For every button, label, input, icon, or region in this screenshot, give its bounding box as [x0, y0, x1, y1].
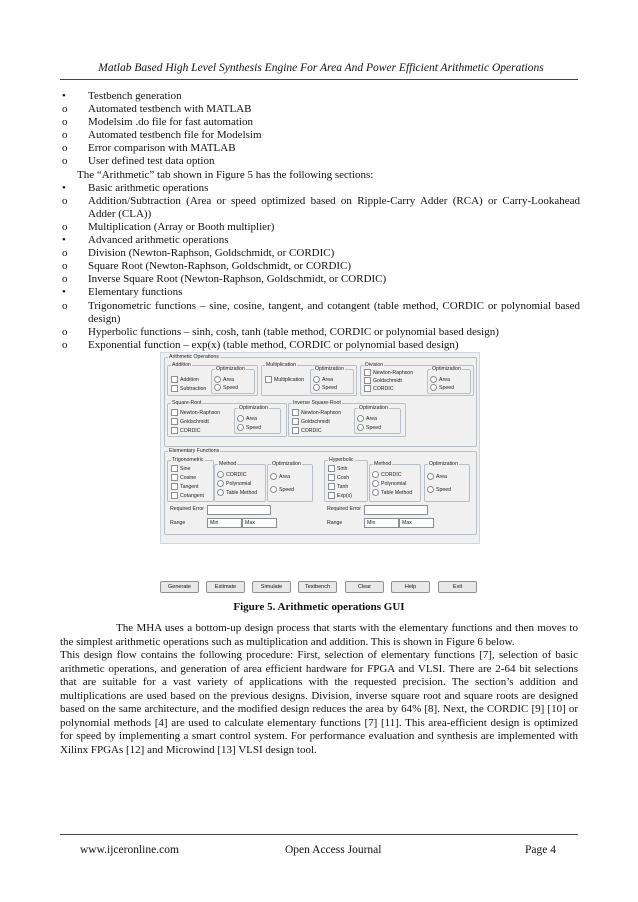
trig-optimization-group [267, 461, 313, 502]
hyp-optimization-group [424, 461, 470, 502]
checkbox-box[interactable] [171, 385, 178, 392]
list-item [60, 273, 580, 286]
checkbox-box[interactable] [171, 427, 178, 434]
trig-range-label: Range [170, 520, 186, 526]
generate-button[interactable]: Generate [160, 581, 199, 593]
list-item [60, 286, 580, 299]
sine-checkbox[interactable] [171, 465, 190, 473]
cordic-radio[interactable] [372, 471, 401, 479]
testbench-button[interactable]: Testbench [298, 581, 337, 593]
radio-circle[interactable] [313, 384, 320, 391]
tangent-checkbox[interactable] [171, 483, 198, 491]
estimate-button[interactable]: Estimate [206, 581, 245, 593]
speed-label: Speed [322, 384, 338, 391]
table-method-label: Table Method [226, 489, 258, 496]
hyp-required-error-label: Required Error [327, 506, 362, 512]
trig-required-error-label: Required Error [170, 506, 205, 512]
group-title: Elementary Functions [169, 448, 220, 454]
bullet-list [60, 90, 580, 352]
footer-journal: Open Access Journal [285, 844, 382, 856]
checkbox-box[interactable] [171, 474, 178, 481]
addition-group [167, 362, 258, 396]
hyp-method-group [369, 461, 421, 502]
area-label: Area [279, 473, 290, 480]
list-item-text: User defined test data option [88, 155, 215, 168]
radio-circle[interactable] [217, 480, 224, 487]
cotangent-checkbox[interactable] [171, 492, 204, 500]
goldschmidt-label: Goldschmidt [373, 377, 402, 384]
table-method-radio[interactable] [217, 489, 257, 497]
bullet-marker: o [62, 247, 68, 260]
speed-label: Speed [439, 384, 455, 391]
checkbox-box[interactable] [328, 483, 335, 490]
list-item [60, 260, 580, 273]
bullet-marker: o [62, 220, 68, 233]
group-title: Optimization [359, 405, 388, 411]
area-label: Area [223, 376, 234, 383]
speed-label: Speed [223, 384, 239, 391]
list-item-text: Square Root (Newton-Raphson, Goldschmidt, or CORDIC) [88, 260, 352, 273]
hyperbolic-group [324, 457, 368, 502]
speed-label: Speed [436, 486, 452, 493]
clear-button[interactable]: Clear [345, 581, 384, 593]
bullet-marker: o [62, 142, 68, 155]
list-item [60, 195, 580, 221]
group-title: Addition [172, 362, 191, 368]
paragraph: The MHA uses a bottom-up design process that starts with the elementary functions and then moves to the simplest arithmetic operations such as multiplication and addition. This is shown in Figure 6 below. [60, 622, 578, 648]
newton-raphson-checkbox[interactable] [292, 409, 341, 417]
area-radio[interactable] [313, 376, 333, 384]
radio-circle[interactable] [430, 384, 437, 391]
list-item [60, 116, 580, 129]
checkbox-box[interactable] [328, 465, 335, 472]
list-item-text: Trigonometric functions – sine, cosine, tangent, and cotangent (table method, CORDIC or polynomial based design) [88, 299, 580, 325]
radio-circle[interactable] [427, 473, 434, 480]
radio-circle[interactable] [313, 376, 320, 383]
list-item-text: Elementary functions [88, 286, 183, 299]
cordic-checkbox[interactable] [171, 427, 200, 435]
trig-required-error-input[interactable] [207, 505, 271, 515]
newton-raphson-label: Newton-Raphson [180, 409, 221, 416]
optimization-group [234, 405, 281, 434]
group-title: Square-Root [172, 400, 202, 406]
list-item [60, 90, 580, 103]
square-root-group [167, 400, 287, 437]
simulate-button[interactable]: Simulate [252, 581, 291, 593]
tanh-checkbox[interactable] [328, 483, 348, 491]
checkbox-box[interactable] [171, 465, 178, 472]
body-text [60, 622, 578, 757]
group-title: Optimization [272, 461, 301, 467]
radio-circle[interactable] [217, 471, 224, 478]
checkbox-box[interactable] [364, 385, 371, 392]
bullet-marker: o [62, 103, 68, 116]
multiplication-label: Multiplication [274, 376, 304, 383]
list-item-text: Testbench generation [88, 90, 182, 102]
bullet-marker: o [62, 155, 68, 168]
addition-checkbox[interactable] [171, 376, 199, 384]
list-item-text: Advanced arithmetic operations [88, 234, 229, 247]
newton-raphson-checkbox[interactable] [171, 409, 220, 417]
footer-website: www.ijceronline.com [80, 844, 179, 856]
trig-method-group [214, 461, 266, 502]
area-label: Area [366, 415, 377, 422]
header-rule [60, 79, 578, 80]
bullet-marker: • [62, 286, 66, 299]
list-item [60, 221, 580, 234]
radio-circle[interactable] [237, 415, 244, 422]
radio-circle[interactable] [372, 480, 379, 487]
optimization-group [310, 366, 354, 394]
bullet-marker: o [62, 273, 68, 286]
list-item [60, 234, 580, 247]
speed-radio[interactable] [427, 486, 451, 494]
intro-line [60, 169, 580, 182]
group-title: Method [219, 461, 237, 467]
list-item-text: Basic arithmetic operations [88, 181, 209, 194]
radio-circle[interactable] [427, 486, 434, 493]
trig-min-input[interactable] [207, 518, 242, 528]
cosine-checkbox[interactable] [171, 474, 196, 482]
speed-radio[interactable] [270, 486, 294, 494]
speed-label: Speed [246, 424, 262, 431]
sinh-checkbox[interactable] [328, 465, 347, 473]
group-title: Trigonometric [172, 457, 204, 463]
checkbox-box[interactable] [292, 418, 299, 425]
group-title: Arithmetic Operations [169, 354, 219, 360]
area-radio[interactable] [237, 415, 257, 423]
group-title: Hyperbolic [329, 457, 354, 463]
group-title: Method [374, 461, 392, 467]
area-label: Area [322, 376, 333, 383]
radio-circle[interactable] [372, 489, 379, 496]
list-item-text: Exponential function – exp(x) (table method, CORDIC or polynomial based design) [88, 338, 459, 351]
goldschmidt-label: Goldschmidt [180, 418, 209, 425]
area-radio[interactable] [270, 473, 290, 481]
group-title: Inverse Square-Root [293, 400, 341, 406]
cotangent-label: Cotangent [180, 492, 204, 499]
expx-checkbox[interactable] [328, 492, 352, 500]
cordic-label: CORDIC [180, 427, 201, 434]
tanh-label: Tanh [337, 483, 349, 490]
checkbox-box[interactable] [364, 377, 371, 384]
list-item-text: Inverse Square Root (Newton-Raphson, Goldschmidt, or CORDIC) [88, 273, 387, 286]
tangent-label: Tangent [180, 483, 199, 490]
radio-circle[interactable] [430, 376, 437, 383]
goldschmidt-checkbox[interactable] [171, 418, 209, 426]
radio-circle[interactable] [357, 424, 364, 431]
polynomial-label: Polynomial [381, 480, 407, 487]
speed-radio[interactable] [313, 384, 337, 392]
radio-circle[interactable] [214, 376, 221, 383]
bullet-marker: o [62, 129, 68, 142]
cordic-label: CORDIC [373, 385, 394, 392]
hyp-required-error-input[interactable] [364, 505, 428, 515]
running-header: Matlab Based High Level Synthesis Engine For Area And Power Efficient Arithmetic Operations [98, 62, 544, 74]
exit-button[interactable]: Exit [438, 581, 477, 593]
goldschmidt-label: Goldschmidt [301, 418, 330, 425]
radio-circle[interactable] [214, 384, 221, 391]
list-item-text: The “Arithmetic” tab shown in Figure 5 has the following sections: [77, 168, 374, 181]
group-title: Optimization [315, 366, 344, 372]
group-title: Optimization [216, 366, 245, 372]
max-text: Max [402, 520, 412, 526]
hyp-max-input[interactable] [399, 518, 434, 528]
bullet-marker: • [62, 90, 66, 102]
newton-raphson-label: Newton-Raphson [301, 409, 342, 416]
bullet-marker: o [62, 194, 68, 207]
hyp-min-input[interactable] [364, 518, 399, 528]
speed-radio[interactable] [357, 424, 381, 432]
cordic-label: CORDIC [381, 471, 402, 478]
addition-label: Addition [180, 376, 199, 383]
list-item-text: Addition/Subtraction (Area or speed optimized based on Ripple-Carry Adder (RCA) or Carry-Lookahead Adder (CLA)) [88, 194, 580, 220]
checkbox-box[interactable] [171, 418, 178, 425]
checkbox-box[interactable] [328, 474, 335, 481]
checkbox-box[interactable] [364, 369, 371, 376]
checkbox-box[interactable] [328, 492, 335, 499]
polynomial-radio[interactable] [217, 480, 251, 488]
arithmetic-gui [160, 352, 480, 544]
optimization-group [211, 366, 255, 394]
paragraph: This design flow contains the following procedure: First, selection of elementary functions [7], selection of basic arithmetic operations, and generation of area efficient hardware for FPGA and VLSI. There are 2-64 bit selections that are suitable for a vast variety of applications with the requested precision. The section’s addition and multiplications are used based on the previous designs. Division, inverse square root and square roots are designed based on the same architecture, and the modified design reduces the area by 64% [8]. Next, the CORDIC [9] [10] or polynomial methods [4] are used to calculate elementary functions [7] [11]. This area-efficient design is optimized for speed by implementing a smart control system. For performance evaluation and synthesis are implemented with Xilinx FPGAs [12] and Microwind [13] VLSI design tool. [60, 649, 578, 756]
gui-button-row [160, 581, 478, 593]
list-item-text: Division (Newton-Raphson, Goldschmidt, or CORDIC) [88, 247, 335, 260]
group-title: Division [365, 362, 384, 368]
radio-circle[interactable] [270, 486, 277, 493]
min-text: Min [210, 520, 219, 526]
cosh-checkbox[interactable] [328, 474, 349, 482]
min-text: Min [367, 520, 376, 526]
table-method-label: Table Method [381, 489, 413, 496]
list-item [60, 129, 580, 142]
checkbox-box[interactable] [171, 376, 178, 383]
bullet-marker: • [62, 234, 66, 247]
list-item-text: Automated testbench file for Modelsim [88, 129, 262, 142]
bullet-marker: o [62, 338, 68, 351]
radio-circle[interactable] [237, 424, 244, 431]
speed-radio[interactable] [430, 384, 454, 392]
multiplication-group [261, 362, 357, 396]
sinh-label: Sinh [337, 465, 348, 472]
list-item-text: Hyperbolic functions – sinh, cosh, tanh (table method, CORDIC or polynomial based design) [88, 325, 499, 338]
radio-circle[interactable] [270, 473, 277, 480]
newton-raphson-checkbox[interactable] [364, 369, 413, 377]
group-title: Optimization [429, 461, 458, 467]
newton-raphson-label: Newton-Raphson [373, 369, 414, 376]
bullet-marker: • [62, 181, 66, 194]
list-item [60, 155, 580, 168]
speed-label: Speed [366, 424, 382, 431]
checkbox-box[interactable] [171, 409, 178, 416]
area-radio[interactable] [357, 415, 377, 423]
optimization-group [354, 405, 401, 434]
list-item [60, 103, 580, 116]
cordic-label: CORDIC [301, 427, 322, 434]
figure-caption: Figure 5. Arithmetic operations GUI [233, 601, 405, 613]
speed-radio[interactable] [237, 424, 261, 432]
radio-circle[interactable] [217, 489, 224, 496]
speed-radio[interactable] [214, 384, 238, 392]
area-label: Area [439, 376, 450, 383]
division-group [360, 362, 474, 396]
list-item [60, 182, 580, 195]
cordic-checkbox[interactable] [364, 385, 393, 393]
trigonometric-group [167, 457, 214, 502]
footer-rule [60, 834, 578, 835]
cosh-label: Cosh [337, 474, 350, 481]
optimization-group [427, 366, 471, 394]
trig-max-input[interactable] [242, 518, 277, 528]
cosine-label: Cosine [180, 474, 197, 481]
inverse-square-root-group [288, 400, 406, 437]
area-radio[interactable] [427, 473, 447, 481]
max-text: Max [245, 520, 255, 526]
checkbox-box[interactable] [292, 427, 299, 434]
group-title: Multiplication [266, 362, 296, 368]
goldschmidt-checkbox[interactable] [292, 418, 330, 426]
area-radio[interactable] [430, 376, 450, 384]
area-radio[interactable] [214, 376, 234, 384]
bullet-marker: o [62, 325, 68, 338]
bullet-marker: o [62, 116, 68, 129]
radio-circle[interactable] [372, 471, 379, 478]
list-item-text: Multiplication (Array or Booth multiplier) [88, 220, 275, 233]
multiplication-checkbox[interactable] [265, 376, 304, 384]
radio-circle[interactable] [357, 415, 364, 422]
footer-page-number: Page 4 [525, 844, 556, 856]
speed-label: Speed [279, 486, 295, 493]
cordic-checkbox[interactable] [292, 427, 321, 435]
sine-label: Sine [180, 465, 191, 472]
list-item-text: Automated testbench with MATLAB [88, 103, 252, 116]
cordic-radio[interactable] [217, 471, 246, 479]
hyp-range-label: Range [327, 520, 343, 526]
checkbox-box[interactable] [265, 376, 272, 383]
list-item-text: Error comparison with MATLAB [88, 142, 236, 155]
group-title: Optimization [432, 366, 461, 372]
checkbox-box[interactable] [171, 483, 178, 490]
polynomial-label: Polynomial [226, 480, 252, 487]
bullet-marker: o [62, 299, 68, 312]
group-title: Optimization [239, 405, 268, 411]
bullet-marker: o [62, 260, 68, 273]
list-item [60, 247, 580, 260]
area-label: Area [436, 473, 447, 480]
goldschmidt-checkbox[interactable] [364, 377, 402, 385]
expx-label: Exp(x) [337, 492, 352, 499]
checkbox-box[interactable] [292, 409, 299, 416]
list-item [60, 326, 580, 339]
subtraction-checkbox[interactable] [171, 385, 206, 393]
list-item [60, 300, 580, 326]
subtraction-label: Subtraction [180, 385, 207, 392]
table-method-radio[interactable] [372, 489, 412, 497]
checkbox-box[interactable] [171, 492, 178, 499]
area-label: Area [246, 415, 257, 422]
polynomial-radio[interactable] [372, 480, 406, 488]
help-button[interactable]: Help [391, 581, 430, 593]
cordic-label: CORDIC [226, 471, 247, 478]
list-item-text: Modelsim .do file for fast automation [88, 116, 253, 129]
list-item [60, 142, 580, 155]
list-item [60, 339, 580, 352]
